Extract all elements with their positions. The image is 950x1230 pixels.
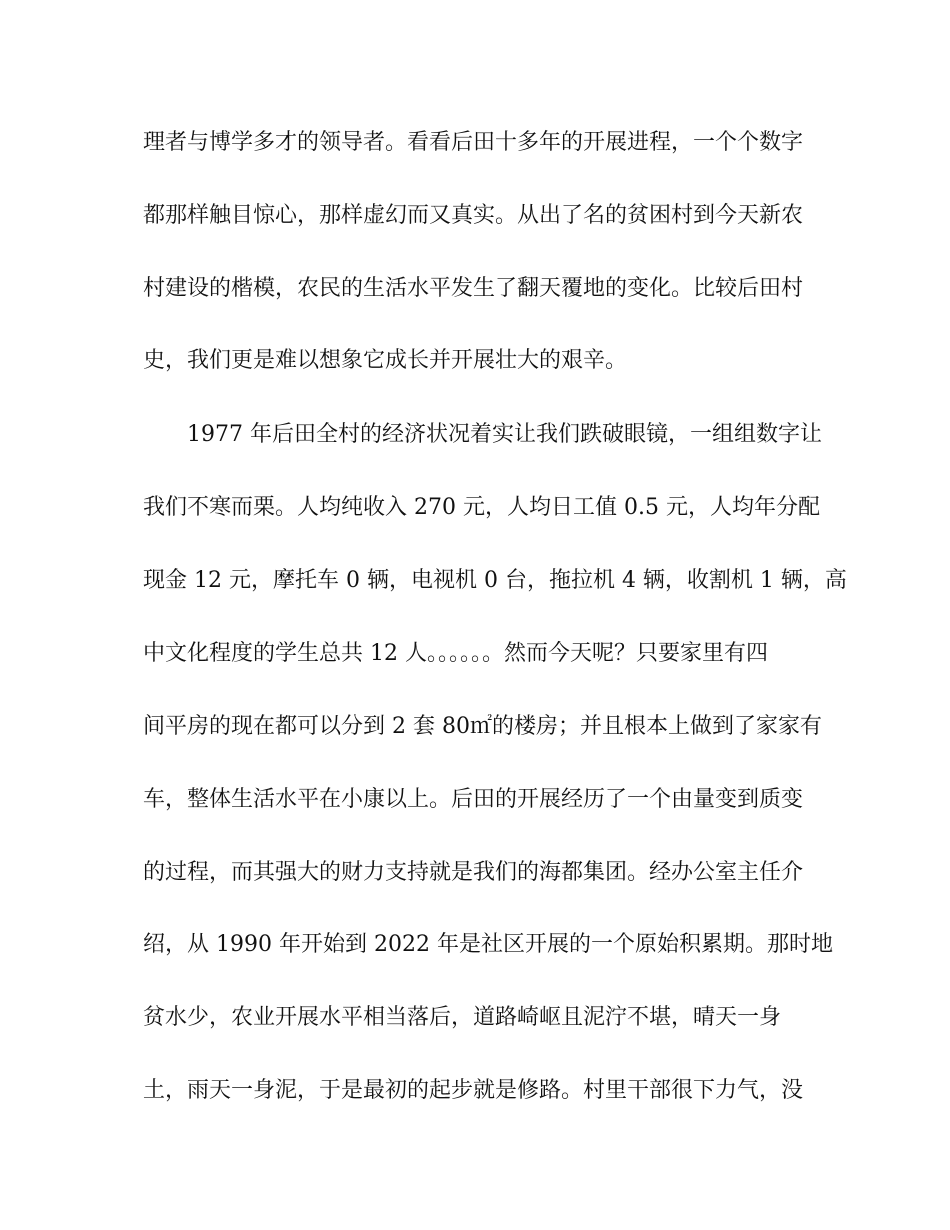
paragraph-2-line-4: 中文化程度的学生总共 12 人。。。。。。然而今天呢？只要家里有四 [143,641,768,666]
paragraph-2-line-5: 间平房的现在都可以分到 2 套 80㎡的楼房；并且根本上做到了家家有 [143,714,822,739]
paragraph-1-line-1: 理者与博学多才的领导者。看看后田十多年的开展进程，一个个数字 [143,130,804,155]
paragraph-2-line-7: 的过程，而其强大的财力支持就是我们的海都集团。经办公室主任介 [143,860,804,885]
paragraph-2-line-1: 1977 年后田全村的经济状况着实让我们跌破眼镜，一组组数字让 [187,422,822,447]
paragraph-2-line-2: 我们不寒而栗。人均纯收入 270 元，人均日工值 0.5 元，人均年分配 [143,495,820,520]
paragraph-2-line-6: 车，整体生活水平在小康以上。后田的开展经历了一个由量变到质变 [143,787,804,812]
paragraph-2-line-10: 土，雨天一身泥，于是最初的起步就是修路。村里干部很下力气，没 [143,1078,804,1103]
paragraph-1-line-3: 村建设的楷模，农民的生活水平发生了翻天覆地的变化。比较后田村 [143,276,804,301]
paragraph-2-line-9: 贫水少，农业开展水平相当落后，道路崎岖且泥泞不堪，晴天一身 [143,1005,782,1030]
paragraph-1-line-2: 都那样触目惊心，那样虚幻而又真实。从出了名的贫困村到今天新农 [143,203,804,228]
paragraph-2-line-8: 绍，从 1990 年开始到 2022 年是社区开展的一个原始积累期。那时地 [143,932,833,957]
paragraph-1-line-4: 史，我们更是难以想象它成长并开展壮大的艰辛。 [143,348,628,373]
paragraph-2-line-3: 现金 12 元，摩托车 0 辆，电视机 0 台，拖拉机 4 辆，收割机 1 辆，高 [143,568,847,593]
